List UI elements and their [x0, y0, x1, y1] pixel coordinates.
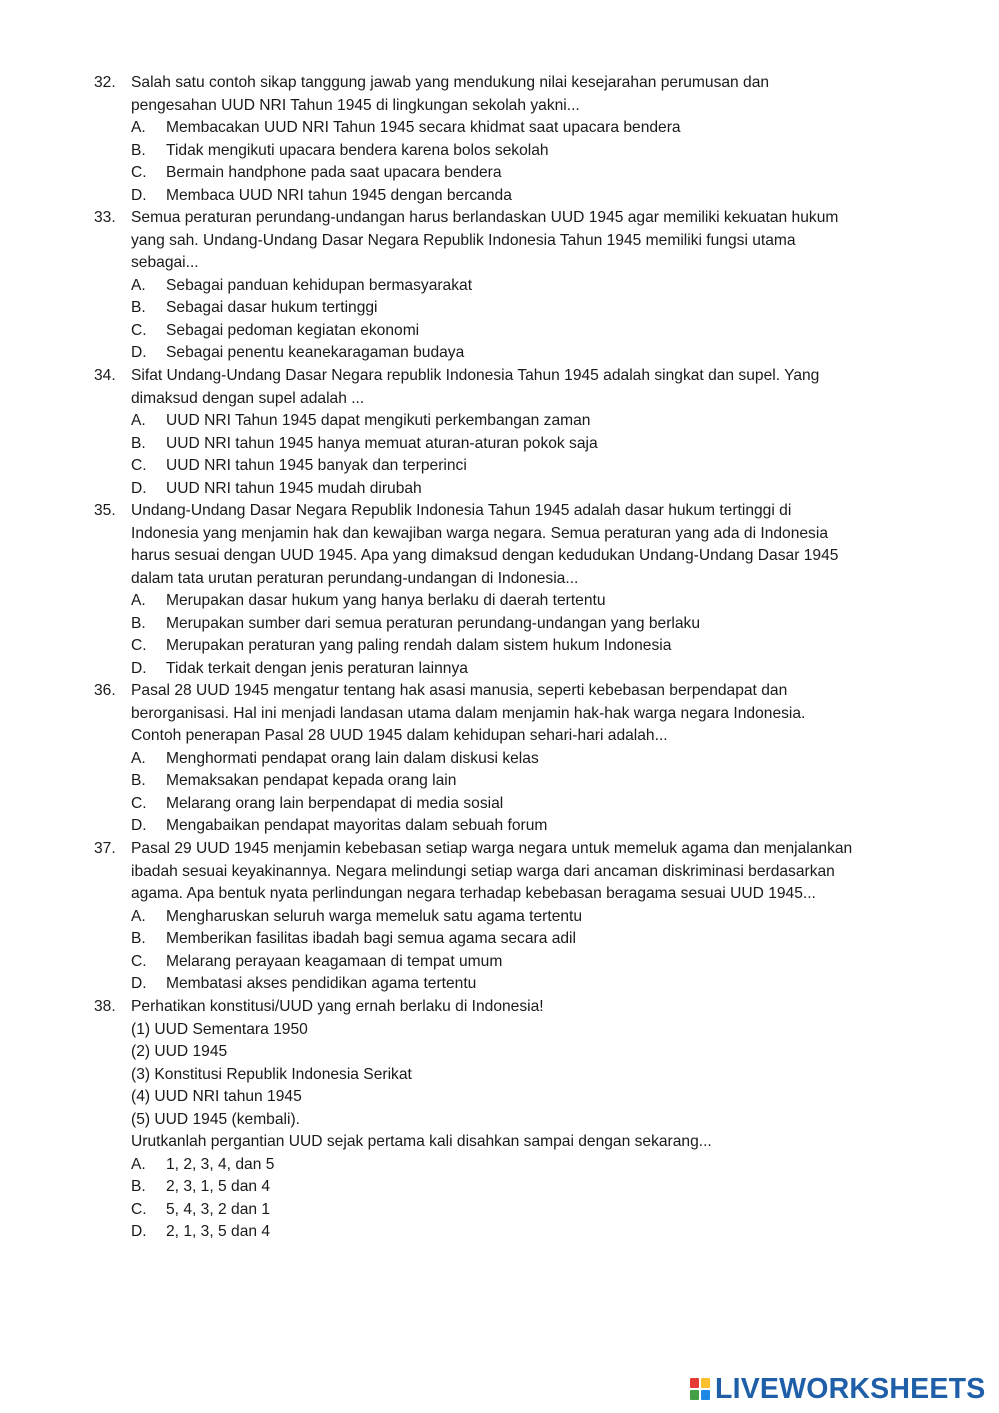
option-letter: D. [131, 975, 147, 992]
question-number: 38. [94, 998, 116, 1015]
question-stem-line: harus sesuai dengan UUD 1945. Apa yang dimaksud dengan kedudukan Undang-Undang Dasar 1945 [131, 547, 839, 564]
question-number: 35. [94, 502, 116, 519]
option-letter: B. [131, 1178, 146, 1195]
question-stem-line: dimaksud dengan supel adalah ... [131, 389, 365, 407]
option-d[interactable]: Membatasi akses pendidikan agama tertentu [166, 975, 477, 992]
option-d[interactable]: Membaca UUD NRI tahun 1945 dengan bercanda [166, 186, 512, 204]
option-letter: C. [131, 952, 147, 970]
option-letter: D. [131, 659, 147, 677]
option-letter: C. [131, 637, 147, 654]
list-item: (3) Konstitusi Republik Indonesia Serikat [131, 1065, 412, 1083]
option-a[interactable]: Mengharuskan seluruh warga memeluk satu agama tertentu [166, 907, 583, 925]
question-stem-line: sebagai... [131, 254, 199, 271]
question-stem-line: yang sah. Undang-Undang Dasar Negara Republik Indonesia Tahun 1945 memiliki fungsi utama [131, 231, 796, 249]
option-d[interactable]: UUD NRI tahun 1945 mudah dirubah [166, 479, 422, 497]
question-stem-line: Perhatikan konstitusi/UUD yang ernah berlaku di Indonesia! [131, 998, 544, 1015]
option-letter: A. [131, 1155, 146, 1173]
question-stem-line: Sifat Undang-Undang Dasar Negara republik Indonesia Tahun 1945 adalah singkat dan supel. Yang [131, 367, 820, 384]
option-d[interactable]: Sebagai penentu keanekaragaman budaya [166, 344, 465, 361]
option-c[interactable]: Merupakan peraturan yang paling rendah dalam sistem hukum Indonesia [166, 637, 672, 654]
option-c[interactable]: Melarang orang lain berpendapat di media sosial [166, 794, 504, 812]
option-c[interactable]: 5, 4, 3, 2 dan 1 [166, 1200, 271, 1218]
question-number: 36. [94, 682, 116, 699]
option-c[interactable]: Bermain handphone pada saat upacara bendera [166, 164, 502, 181]
question-stem-line: Contoh penerapan Pasal 28 UUD 1945 dalam kehidupan sehari-hari adalah... [131, 727, 668, 744]
option-letter: C. [131, 321, 147, 339]
option-letter: B. [131, 614, 146, 632]
question-stem-line: ibadah sesuai keyakinannya. Negara melindungi setiap warga dari ancaman diskriminasi berdasarkan [131, 862, 835, 880]
option-letter: C. [131, 1200, 147, 1218]
option-b[interactable]: Tidak mengikuti upacara bendera karena bolos sekolah [166, 141, 549, 159]
option-letter: B. [131, 299, 146, 316]
option-letter: D. [131, 186, 147, 204]
question-stem-line: Indonesia yang menjamin hak dan kewajiban warga negara. Semua peraturan yang ada di Indonesia [131, 524, 828, 542]
option-a[interactable]: 1, 2, 3, 4, dan 5 [166, 1155, 275, 1173]
list-item: (5) UUD 1945 (kembali). [131, 1110, 300, 1128]
option-d[interactable]: Tidak terkait dengan jenis peraturan lainnya [166, 659, 468, 677]
question-stem-line: Pasal 29 UUD 1945 menjamin kebebasan setiap warga negara untuk memeluk agama dan menjalankan [131, 840, 853, 857]
logo-square [701, 1378, 710, 1388]
option-letter: A. [131, 749, 146, 767]
option-letter: D. [131, 479, 147, 497]
question-stem-line: Pasal 28 UUD 1945 mengatur tentang hak asasi manusia, seperti kebebasan berpendapat dan [131, 682, 788, 699]
option-b[interactable]: Memberikan fasilitas ibadah bagi semua agama secara adil [166, 930, 576, 947]
question-stem-line: Semua peraturan perundang-undangan harus berlandaskan UUD 1945 agar memiliki kekuatan hukum [131, 209, 839, 226]
option-a[interactable]: Membacakan UUD NRI Tahun 1945 secara khidmat saat upacara bendera [166, 119, 681, 136]
brand-wordmark: LIVEWORKSHEETS [715, 1373, 986, 1405]
option-letter: A. [131, 412, 146, 429]
list-item: (1) UUD Sementara 1950 [131, 1020, 308, 1038]
logo-square [690, 1378, 699, 1388]
question-number: 33. [94, 209, 116, 226]
option-b[interactable]: 2, 3, 1, 5 dan 4 [166, 1178, 271, 1195]
option-d[interactable]: Mengabaikan pendapat mayoritas dalam sebuah forum [166, 817, 548, 834]
question-number: 37. [94, 840, 116, 857]
option-c[interactable]: UUD NRI tahun 1945 banyak dan terperinci [166, 457, 467, 474]
question-stem-line: dalam tata urutan peraturan perundang-undangan di Indonesia... [131, 569, 579, 587]
option-b[interactable]: Sebagai dasar hukum tertinggi [166, 299, 378, 316]
option-b[interactable]: UUD NRI tahun 1945 hanya memuat aturan-aturan pokok saja [166, 434, 598, 452]
list-item: (2) UUD 1945 [131, 1043, 228, 1060]
liveworksheets-logo-icon [690, 1378, 712, 1402]
option-letter: D. [131, 817, 147, 834]
option-letter: A. [131, 907, 146, 925]
option-letter: D. [131, 1223, 147, 1240]
question-stem-line: agama. Apa bentuk nyata perlindungan negara terhadap kebebasan beragama sesuai UUD 1945... [131, 885, 816, 902]
option-a[interactable]: UUD NRI Tahun 1945 dapat mengikuti perkembangan zaman [166, 412, 591, 429]
option-d[interactable]: 2, 1, 3, 5 dan 4 [166, 1223, 271, 1240]
option-letter: B. [131, 141, 146, 159]
option-a[interactable]: Merupakan dasar hukum yang hanya berlaku di daerah tertentu [166, 592, 606, 609]
option-letter: A. [131, 592, 146, 609]
option-a[interactable]: Sebagai panduan kehidupan bermasyarakat [166, 276, 473, 294]
option-letter: A. [131, 276, 146, 294]
option-letter: A. [131, 119, 146, 136]
question-stem-line: berorganisasi. Hal ini menjadi landasan utama dalam menjamin hak-hak warga negara Indonesia. [131, 704, 806, 722]
question-stem-line: Undang-Undang Dasar Negara Republik Indonesia Tahun 1945 adalah dasar hukum tertinggi di [131, 502, 792, 519]
option-letter: C. [131, 164, 147, 181]
option-c[interactable]: Sebagai pedoman kegiatan ekonomi [166, 321, 420, 339]
option-b[interactable]: Memaksakan pendapat kepada orang lain [166, 772, 457, 789]
question-number: 32. [94, 74, 116, 91]
option-letter: D. [131, 344, 147, 361]
question-number: 34. [94, 367, 116, 384]
logo-square [690, 1390, 699, 1400]
logo-square [701, 1390, 710, 1400]
question-stem-line: pengesahan UUD NRI Tahun 1945 di lingkungan sekolah yakni... [131, 96, 580, 114]
option-letter: B. [131, 434, 146, 452]
question-stem-line: Urutkanlah pergantian UUD sejak pertama kali disahkan sampai dengan sekarang... [131, 1133, 712, 1150]
liveworksheets-brand [690, 1374, 990, 1404]
option-letter: B. [131, 930, 146, 947]
list-item: (4) UUD NRI tahun 1945 [131, 1088, 302, 1105]
option-letter: B. [131, 772, 146, 789]
option-letter: C. [131, 457, 147, 474]
option-c[interactable]: Melarang perayaan keagamaan di tempat umum [166, 952, 503, 970]
option-letter: C. [131, 794, 147, 812]
question-stem-line: Salah satu contoh sikap tanggung jawab yang mendukung nilai kesejarahan perumusan dan [131, 74, 770, 91]
option-a[interactable]: Menghormati pendapat orang lain dalam diskusi kelas [166, 749, 539, 767]
option-b[interactable]: Merupakan sumber dari semua peraturan perundang-undangan yang berlaku [166, 614, 701, 632]
